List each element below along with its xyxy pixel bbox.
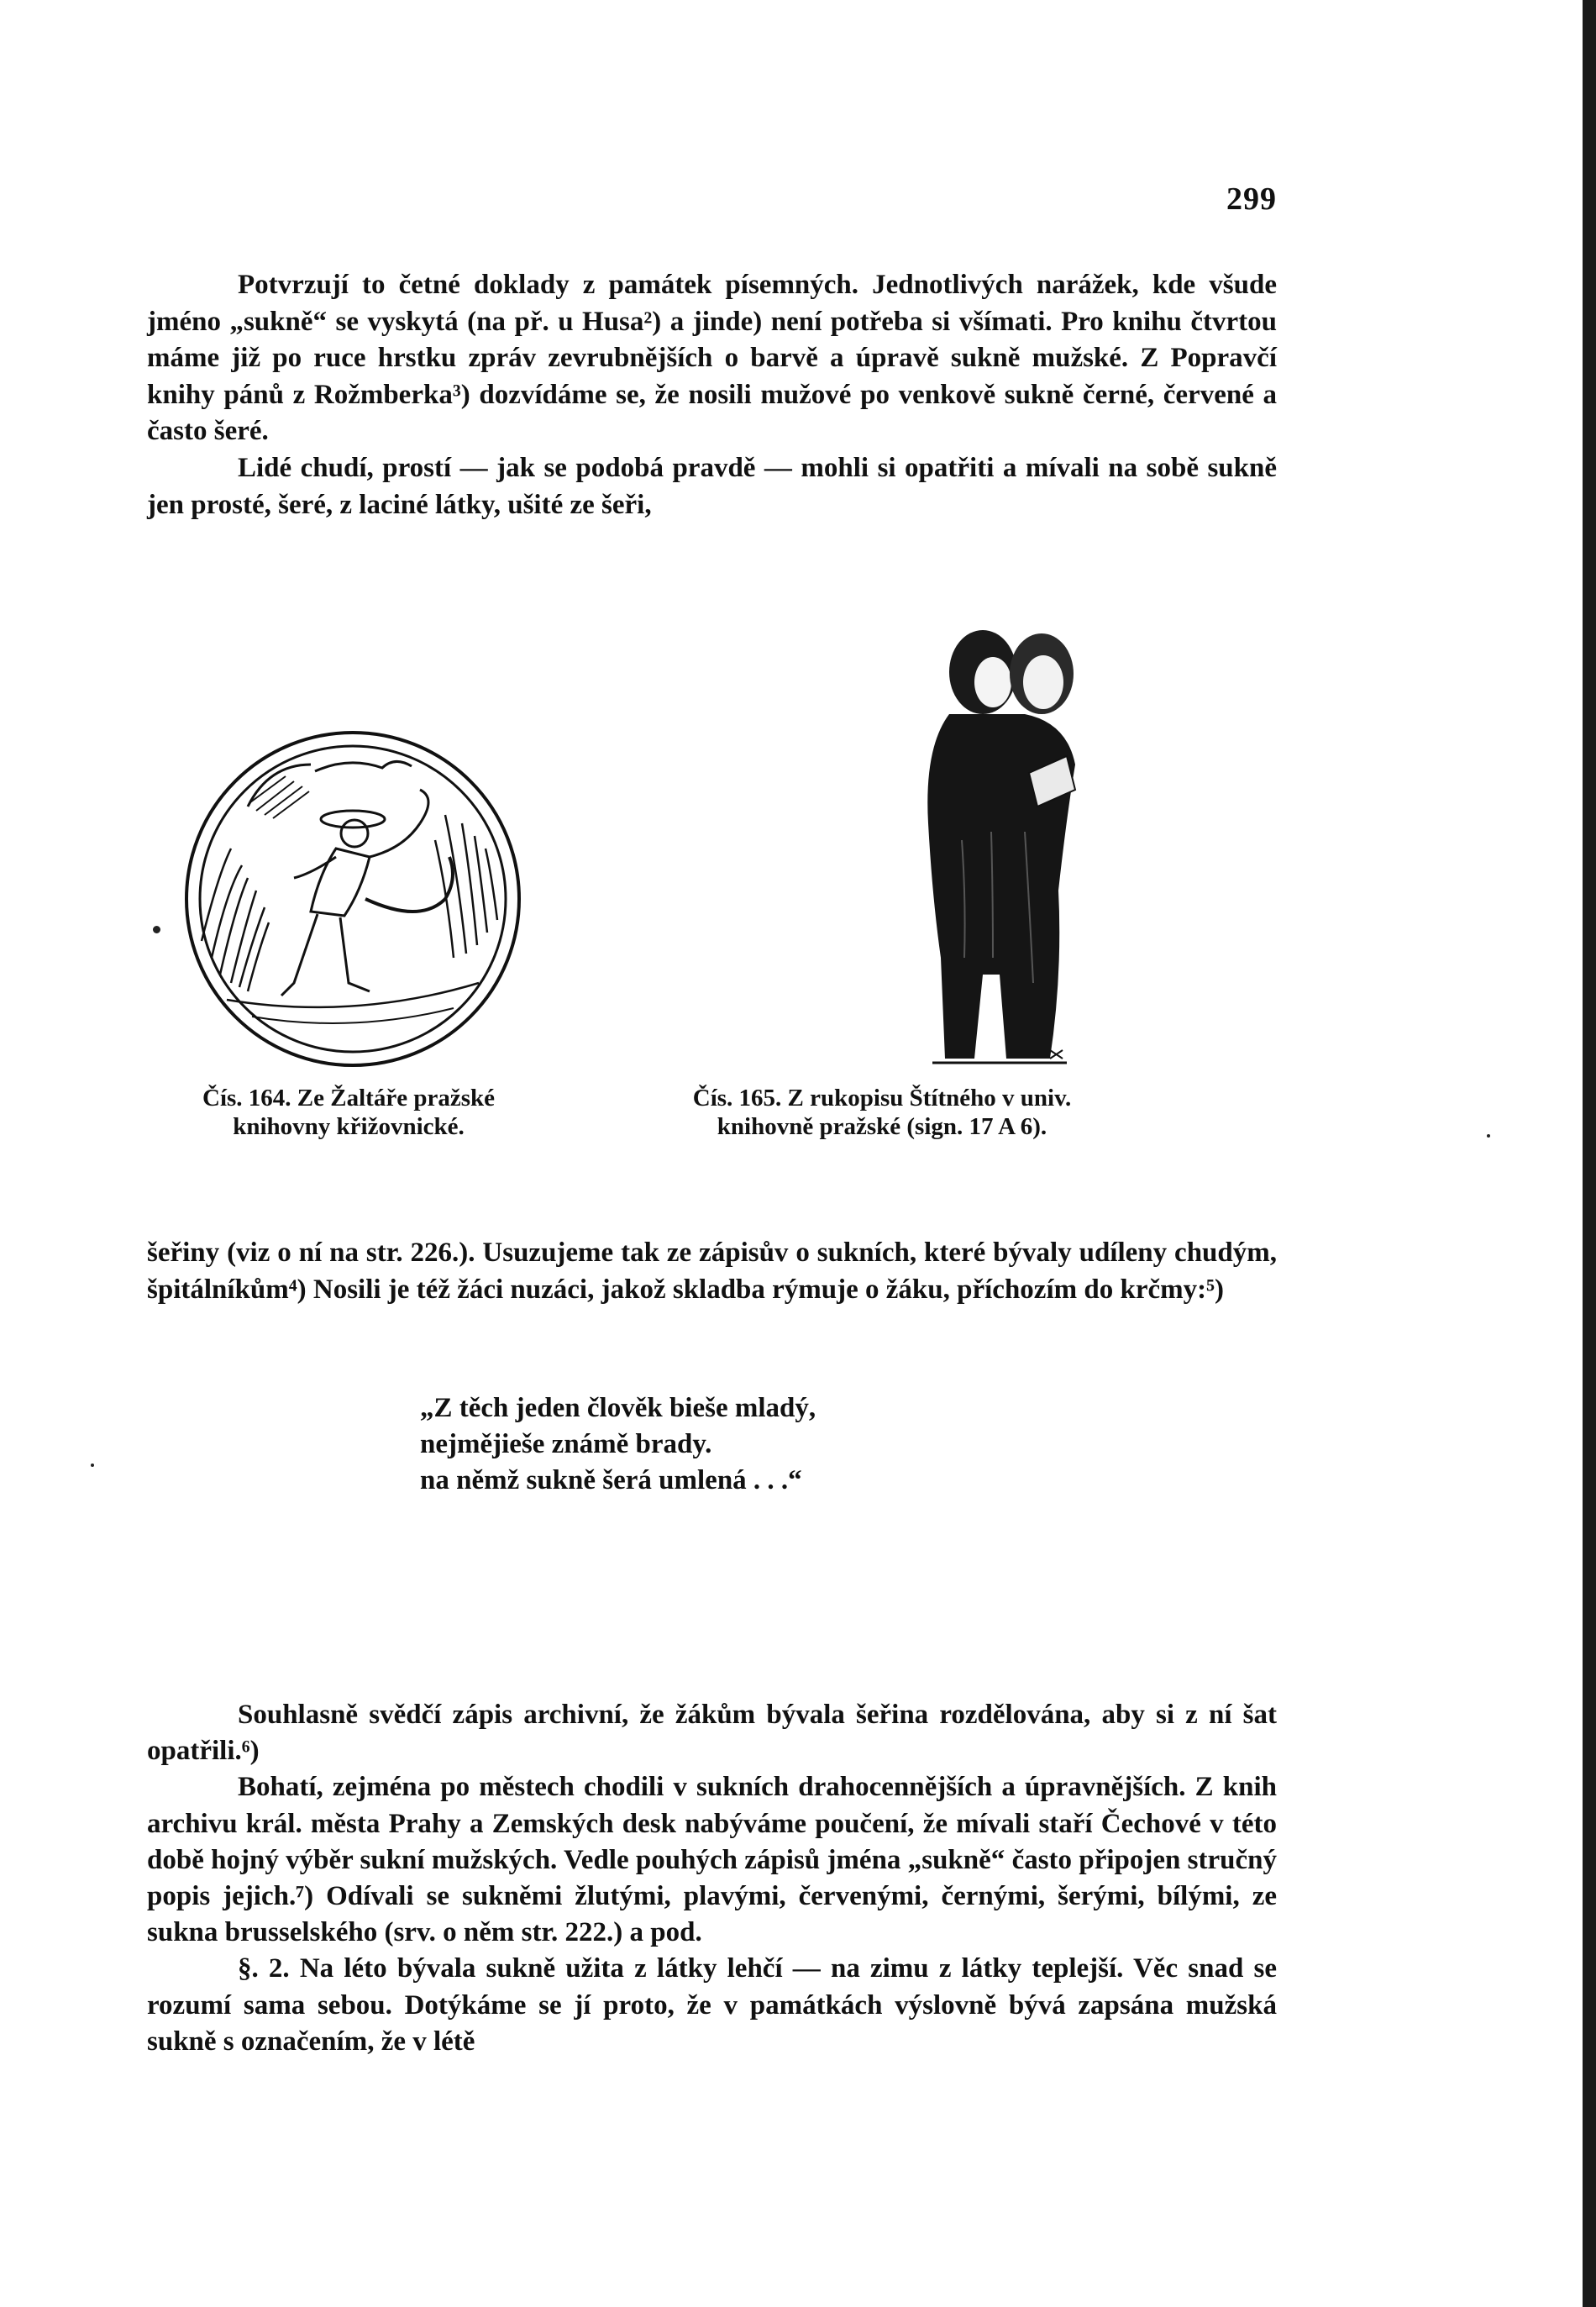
scan-speck bbox=[153, 926, 160, 933]
paragraph: Bohatí, zejména po městech chodili v sukních drahocennějších a úpravnějších. Z knih archivu král. města Prahy a Zemských desk nabýváme poučení, že mívali staří Čechové v této době hojný výběr sukní mužských. Vedle pouhých zápisů jména „sukně“ často připojen stručný popis jejich.⁷) Odívali se sukněmi žlutými, plavými, červenými, černými, šerými, bílými, ze sukna brusselského (srv. o něm str. 222.) a pod. bbox=[147, 1772, 1277, 1948]
paragraph: Souhlasně svědčí zápis archivní, že žákům bývala šeřina rozdělována, aby si z ní šat opatřili.⁶) bbox=[147, 1700, 1277, 1767]
figure-165-two-figures bbox=[773, 622, 1126, 1084]
paragraph: Lidé chudí, prostí — jak se podobá pravdě — mohli si opatřiti a mívali na sobě sukně jen prosté, šeré, z laciné látky, ušité ze šeři, bbox=[147, 452, 1277, 520]
paragraph: šeřiny (viz o ní na str. 226.). Usuzujeme tak ze zápisův o sukních, které bývaly udíleny chudým, špitálníkům⁴) Nosili je též žáci nuzáci, jakož skladba rýmuje o žáku, příchozím do krčmy:⁵) bbox=[147, 1238, 1277, 1305]
paragraph: §. 2. Na léto bývala sukně užita z látky lehčí — na zimu z látky teplejší. Věc snad se rozumí sama sebou. Dotýkáme se jí proto, že v památkách výslovně bývá zapsána mužská sukně s označením, že v létě bbox=[147, 1953, 1277, 2057]
page-number: 299 bbox=[1226, 181, 1277, 217]
page-content bbox=[147, 0, 1277, 2307]
caption-line: Čís. 164. Ze Žaltáře pražské bbox=[202, 1085, 495, 1111]
verse-line: „Z těch jeden člověk bieše mladý, bbox=[420, 1393, 816, 1423]
verse-line: na němž sukně šerá umlená . . .“ bbox=[420, 1465, 802, 1495]
paragraph: Potvrzují to četné doklady z památek písemných. Jednotlivých narážek, kde všude jméno „sukně“ se vyskytá (na př. u Husa²) a jinde) není potřeba si všímati. Pro knihu čtvrtou máme již po ruce hrstku zpráv zevrubnějších o barvě a úpravě sukně mužské. Z Popravčí knihy pánů z Rožmberka³) dozvídáme se, že nosili mužové po venkově sukně černé, červené a často šeré. bbox=[147, 270, 1277, 447]
caption-line: knihovně pražské (sign. 17 A 6). bbox=[717, 1113, 1047, 1140]
figure-164-medallion bbox=[168, 731, 538, 1067]
scan-speck bbox=[1487, 1134, 1490, 1138]
two-figures-illustration bbox=[773, 622, 1126, 1084]
caption-line: Čís. 165. Z rukopisu Štítného v univ. bbox=[692, 1085, 1072, 1111]
scan-edge bbox=[1583, 0, 1596, 2307]
verse-line: nejmějieše známě brady. bbox=[420, 1429, 712, 1459]
caption-line: knihovny křižovnické. bbox=[233, 1113, 465, 1140]
text-block-top bbox=[147, 267, 1277, 523]
scan-speck bbox=[91, 1464, 94, 1467]
figure-165-caption bbox=[622, 1084, 1142, 1141]
reaper-medallion-illustration bbox=[168, 731, 538, 1067]
figure-164-caption bbox=[130, 1084, 567, 1141]
